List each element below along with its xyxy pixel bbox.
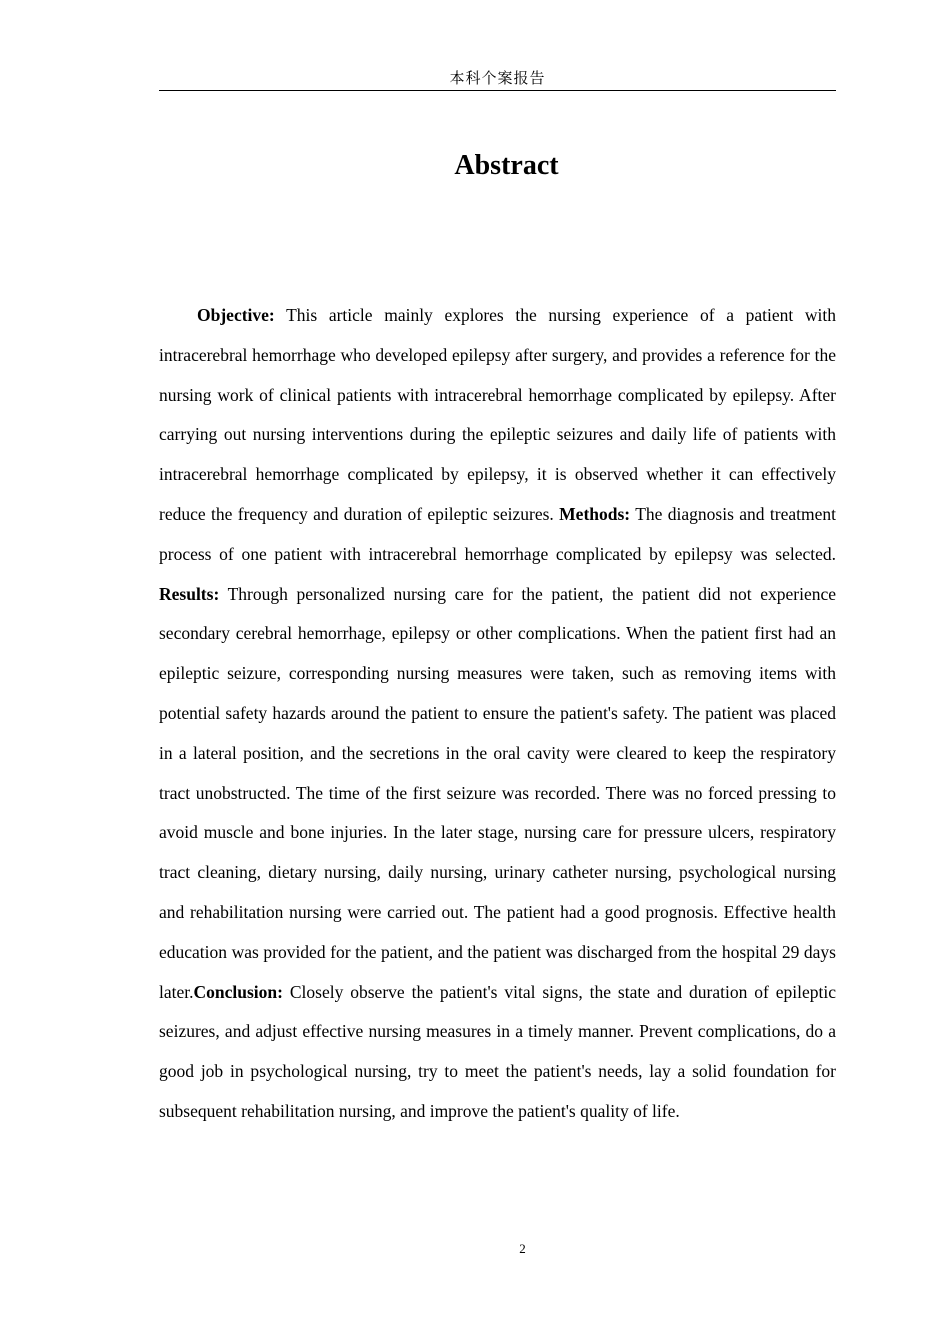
page-number: 2 [519, 1241, 526, 1256]
conclusion-label: Conclusion: [193, 981, 283, 1002]
objective-text: This article mainly explores the nursing experience of a patient with intracerebral hemorrhage who developed epilepsy after surgery, and provides a reference for the nursing work of clinical patients with intracerebral hemorrhage complicated by epilepsy. After carrying out nursing interventions during the epileptic seizures and daily life of patients with intracerebral hemorrhage complicated by epilepsy, it is observed whether it can effectively reduce the frequency and duration of epileptic seizures. [159, 305, 836, 524]
methods-label: Methods: [559, 503, 631, 524]
abstract-body [159, 296, 836, 1132]
results-text: Through personalized nursing care for the patient, the patient did not experience secondary cerebral hemorrhage, epilepsy or other complications. When the patient first had an epileptic seizure, corresponding nursing measures were taken, such as removing items with potential safety hazards around the patient to ensure the patient's safety. The patient was placed in a lateral position, and the secretions in the oral cavity were cleared to keep the respiratory tract unobstructed. The time of the first seizure was recorded. There was no forced pressing to avoid muscle and bone injuries. In the later stage, nursing care for pressure ulcers, respiratory tract cleaning, dietary nursing, daily nursing, urinary catheter nursing, psychological nursing and rehabilitation nursing were carried out. The patient had a good prognosis. Effective health education was provided for the patient, and the patient was discharged from the hospital 29 days later. [159, 583, 836, 1002]
results-label: Results: [159, 583, 220, 604]
methods-text: The diagnosis and treatment process of one patient with intracerebral hemorrhage complicated by epilepsy was selected. [159, 503, 836, 564]
abstract-title: Abstract [454, 150, 559, 181]
objective-label: Objective: [197, 305, 275, 325]
header-rule [159, 90, 836, 91]
conclusion-text: Closely observe the patient's vital signs, the state and duration of epileptic seizures, and adjust effective nursing measures in a timely manner. Prevent complications, do a good job in psychological nursing, try to meet the patient's needs, lay a solid foundation for subsequent rehabilitation nursing, and improve the patient's quality of life. [159, 981, 836, 1121]
running-header: 本科个案报告 [449, 69, 546, 87]
